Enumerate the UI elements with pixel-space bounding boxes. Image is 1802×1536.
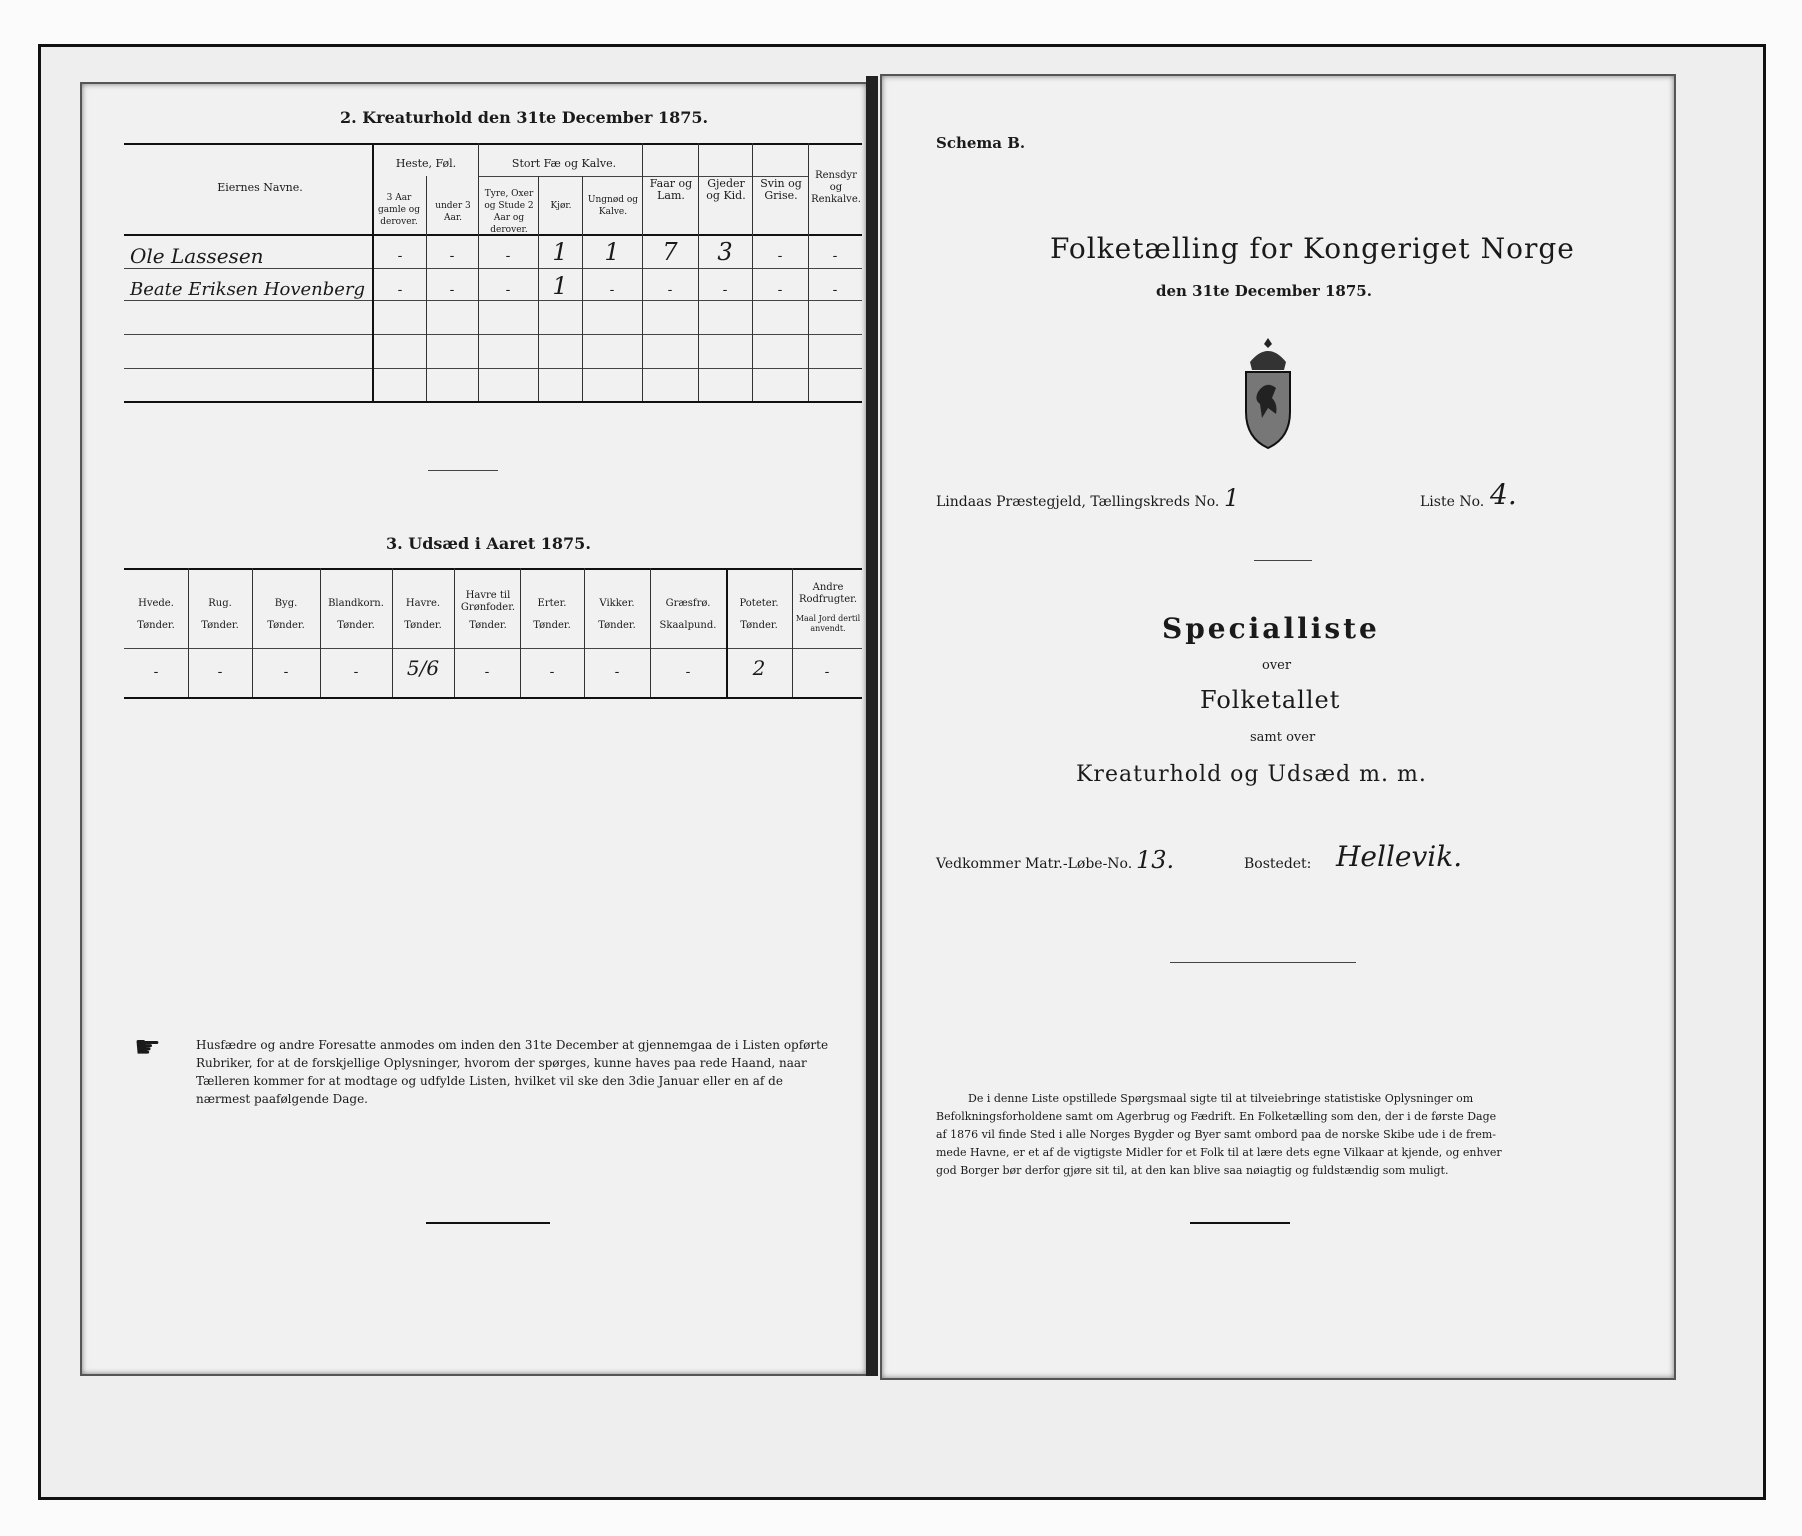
table-cell: 3 [717,238,733,266]
table-cell: - [549,664,555,680]
parish-label: Lindaas Præstegjeld, Tællingskreds No. [936,494,1220,510]
owner-name: Ole Lassesen [130,244,264,268]
table-cell: - [777,282,783,298]
footer-line: De i denne Liste opstillede Spørgsmaal sigte til at tilveiebringe statistiske Oplysninger om [968,1092,1474,1105]
divider [1170,962,1356,963]
horses-over3-header: 3 Aar gamle og derover. [378,193,420,227]
coat-of-arms-icon [1236,336,1300,456]
table2-subheader-rule [478,176,808,177]
table-cell: 2 [752,656,766,680]
table-cell: - [722,282,728,298]
crop-unit: Tønder. [598,620,636,631]
matr-label: Vedkommer Matr.-Løbe-No. [936,856,1133,872]
table-cell: - [614,664,620,680]
table-cell: - [832,282,838,298]
crop-header: Erter. [537,598,567,609]
special-list-title: Specialliste [1162,612,1380,645]
crop-header: Andre Rodfrugter. [798,582,858,605]
table3-bottom-rule [124,697,862,699]
table-cell: - [449,282,455,298]
section3-title: 3. Udsæd i Aaret 1875. [386,534,591,553]
sheep-header: Faar og Lam. [649,177,693,202]
divider [1190,1222,1290,1224]
crop-header: Blandkorn. [328,598,384,609]
samt-over-text: samt over [1250,730,1316,745]
census-date: den 31te December 1875. [1156,282,1372,300]
bosted-value: Hellevik. [1336,840,1463,873]
census-title: Folketælling for Kongeriget Norge [1050,232,1575,265]
table-cell: - [832,248,838,264]
kreaturhold-text: Kreaturhold og Udsæd m. m. [1076,762,1427,787]
footer-line: mede Havne, er et af de vigtigste Midler for et Folk til at lære dets egne Vilkaar at kjende, og enhver [936,1146,1502,1159]
bosted-label: Bostedet: [1244,856,1312,872]
crop-unit: Tønder. [740,620,778,631]
crop-unit: Tønder. [201,620,239,631]
crop-unit: Tønder. [533,620,571,631]
table-cell: - [484,664,490,680]
bulls-header: Tyre, Oxer og Stude 2 Aar og derover. [484,189,534,235]
table-cell: - [685,664,691,680]
calves-header: Ungnød og Kalve. [587,195,639,217]
section2-title: 2. Kreaturhold den 31te December 1875. [340,108,709,127]
book-spine [866,76,878,1376]
table3-header-rule [124,648,862,649]
owner-name: Beate Eriksen Hovenberg [130,279,366,300]
over-text: over [1262,658,1292,673]
crop-header: Hvede. [138,598,174,609]
table2-col-divider [642,143,643,401]
right-page [880,74,1676,1380]
table-cell: - [505,248,511,264]
matr-number: 13. [1136,846,1175,874]
owner-name-header: Eiernes Navne. [217,181,303,194]
notice-line: Husfædre og andre Foresatte anmodes om inden den 31te December at gjennemgaa de i Listen opførte [196,1038,829,1052]
crop-header: Havre. [405,598,441,609]
list-number: 4. [1490,478,1517,511]
table2-col-divider [372,143,374,401]
schema-label: Schema B. [936,134,1026,152]
crop-unit: Skaalpund. [659,620,717,631]
table-cell: - [217,664,223,680]
notice-line: Rubriker, for at de forskjellige Oplysninger, hvorom der spørges, kunne haves paa rede Haand, naar [196,1056,807,1070]
crop-unit: Tønder. [267,620,305,631]
table-cell: - [609,282,615,298]
footer-line: Befolkningsforholdene samt om Agerbrug og Fædrift. En Folketælling som den, der i de første Dage [936,1110,1497,1123]
crop-header: Rug. [208,598,232,609]
table-cell: 7 [662,238,678,266]
table2-col-divider [808,143,809,401]
list-number-label: Liste No. [1420,494,1485,510]
goats-header: Gjeder og Kid. [706,177,746,202]
district-number: 1 [1224,484,1240,512]
pointing-hand-icon: ☛ [134,1030,161,1065]
pigs-header: Svin og Grise. [760,177,802,202]
table-cell: - [777,248,783,264]
notice-line: Tælleren kommer for at modtage og udfylde Listen, hvilket vil ske den 3die Januar eller en af de [196,1074,783,1088]
crop-header: Byg. [274,598,298,609]
table2-bottom-rule [124,401,862,403]
crop-unit: Tønder. [469,620,507,631]
table-cell: 1 [552,272,568,300]
footer-line: god Borger bør derfor gjøre sit til, at den kan blive saa nøiagtig og fuldstændig som muligt. [936,1164,1449,1177]
horses-under3-header: under 3 Aar. [435,201,471,223]
crop-header: Poteter. [739,598,779,609]
table-cell: - [667,282,673,298]
crop-unit: Maal Jord dertil anvendt. [795,614,861,633]
left-page [80,82,868,1376]
folketallet-text: Folketallet [1200,686,1341,714]
crop-unit: Tønder. [404,620,442,631]
crop-unit: Tønder. [337,620,375,631]
divider [428,470,498,471]
table2-col-divider [478,143,479,401]
crop-header: Græsfrø. [665,598,711,609]
table2-col-divider [698,143,699,401]
crop-header: Vikker. [599,598,635,609]
reindeer-header: Rensdyr og Renkalve. [811,170,861,205]
table3-top-rule [124,568,862,570]
crop-header: Havre til Grønfoder. [460,590,516,613]
table-cell: - [283,664,289,680]
table-cell: 1 [604,238,620,266]
table-cell: 1 [552,238,568,266]
footer-line: af 1876 vil finde Sted i alle Norges Bygder og Byer samt ombord paa de norske Skibe ude i de frem- [936,1128,1497,1141]
divider [426,1222,550,1224]
table-cell: - [353,664,359,680]
table-cell: - [449,248,455,264]
table-cell: - [397,282,403,298]
table-cell: - [505,282,511,298]
table-cell: - [153,664,159,680]
table2-col-divider [752,143,753,401]
cows-header: Kjør. [550,201,572,211]
notice-line: nærmest paafølgende Dage. [196,1092,368,1106]
table-cell: - [397,248,403,264]
divider [1254,560,1312,561]
table-cell: 5/6 [406,656,440,680]
crop-unit: Tønder. [137,620,175,631]
table-cell: - [824,664,830,680]
horses-header: Heste, Føl. [395,157,457,170]
cattle-header: Stort Fæ og Kalve. [511,157,617,170]
